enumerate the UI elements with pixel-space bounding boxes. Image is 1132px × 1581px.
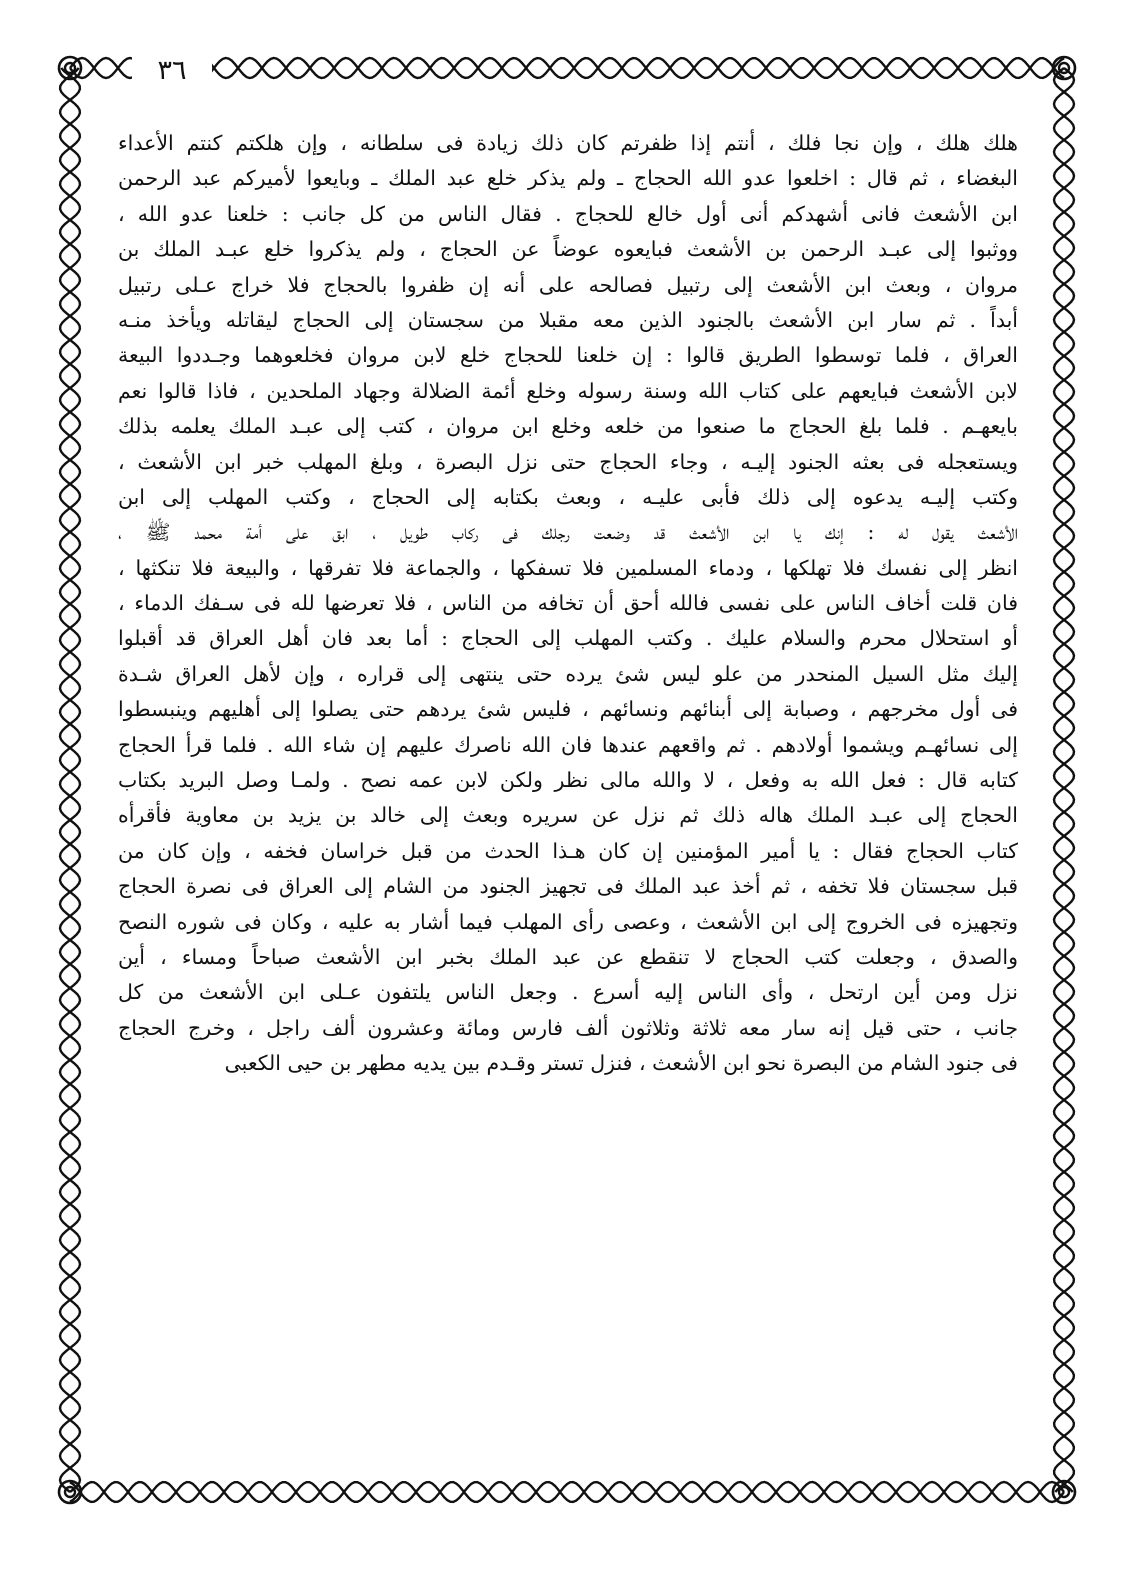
text-line: ويستعجله فى بعثه الجنود إليـه ، وجاء الحجاج حتى نزل البصرة ، وبلغ المهلب خبر ابن الأشعث ،	[118, 449, 1018, 474]
text-line: ابن الأشعث فانى أشهدكم أنى أول خالع للحجاج . فقال الناس من كل جانب : خلعنا عدو الله ،	[118, 201, 1018, 226]
text-line: جانب ، حتى قيل إنه سار معه ثلاثة وثلاثون ألف فارس ومائة وعشرون ألف راجل ، وخرج الحجاج	[118, 1015, 1018, 1040]
text-line: فى أول مخرجهم ، وصبابة إلى أبنائهم ونسائهم ، فليس شئ يردهم حتى يصلوا إلى أهليهم وينبسطوا	[118, 697, 1018, 722]
text-line: العراق ، فلما توسطوا الطريق قالوا : إن خلعنا للحجاج خلع لابن مروان فخلعوهما وجـددوا البيعة	[118, 343, 1018, 368]
text-line: والصدق ، وجعلت كتب الحجاج لا تنقطع عن عبد الملك بخبر ابن الأشعث صباحاً ومساء ، أين	[118, 944, 1018, 969]
text-line: بايعهـم . فلما بلغ الحجاج ما صنعوا من خلعه وخلع ابن مروان ، كتب إلى عبـد الملك يعلمه بذلك	[118, 414, 1018, 439]
text-line: أو استحلال محرم والسلام عليك . وكتب المهلب إلى الحجاج : أما بعد فان أهل العراق قد أقبلوا	[118, 626, 1018, 651]
text-line: إلى نسائهـم ويشموا أولادهم . ثم واقعهم عندها فان الله ناصرك عليهم إن شاء الله . فلما قرأ الحجاج	[118, 732, 1018, 757]
page-text-body	[118, 126, 1018, 1436]
text-line: انظر إلى نفسك فلا تهلكها ، ودماء المسلمين فلا تسفكها ، والجماعة فلا تفرقها ، والبيعة فلا تنكثها ،	[118, 555, 1018, 580]
text-line: البغضاء ، ثم قال : اخلعوا عدو الله الحجاج ـ ولم يذكر خلع عبد الملك ـ وبايعوا لأميركم عبد الرحمن	[118, 166, 1018, 191]
text-line: لابن الأشعث فبايعهم على كتاب الله وسنة رسوله وخلع أئمة الضلالة وجهاد الملحدين ، فاذا قالوا نعم	[118, 378, 1018, 403]
text-line: هلك هلك ، وإن نجا فلك ، أنتم إذا ظفرتم كان ذلك زيادة فى سلطانه ، وإن هلكتم كنتم الأعداء	[118, 131, 1018, 155]
border-strand	[60, 68, 80, 1492]
text-line: أبداً . ثم سار ابن الأشعث بالجنود الذين معه مقبلا من سجستان إلى الحجاج ليقاتله ويأخذ منـه	[118, 307, 1018, 332]
border-strand	[1054, 68, 1074, 1492]
text-line: ووثبوا إلى عبـد الرحمن بن الأشعث فبايعوه عوضاً عن الحجاج ، ولم يذكروا خلع عبـد الملك بن	[118, 237, 1018, 262]
text-line: كتابه قال : فعل الله به وفعل ، لا والله مالى نظر ولكن لابن عمه نصح . ولمـا وصل البريد بكتاب	[118, 768, 1018, 793]
text-line: مروان ، وبعث ابن الأشعث إلى رتبيل فصالحه على أنه إن ظفروا بالحجاج فلا خراج عـلى رتبيل	[118, 272, 1018, 297]
text-line: وكتب إليـه يدعوه إلى ذلك فأبى عليـه ، وبعث بكتابه إلى الحجاج ، وكتب المهلب إلى ابن	[118, 484, 1018, 509]
text-line: قبل سجستان فلا تخفه ، ثم أخذ عبد الملك فى تجهيز الجنود من الشام إلى العراق فى نصرة الحجاج	[118, 874, 1018, 899]
text-line: فى جنود الشام من البصرة نحو ابن الأشعث ، فنزل تستر وقـدم بين يديه مطهر بن حيى الكعبى	[224, 1051, 1018, 1076]
page-frame	[52, 50, 1082, 1510]
text-line: إليك مثل السيل المنحدر من علو ليس شئ يرده حتى ينتهى إلى قراره ، وإن لأهل العراق شـدة	[118, 661, 1018, 686]
text-line: الأشعث يقول له : إنك يا ابن الأشعث قد وضعت رجلك فى ركاب طويل ، ابق على أمة محمد ﷺ ،	[118, 520, 1018, 545]
text-line: فان قلت أخاف الناس على نفسى فالله أحق أن تخافه من الناس ، فلا تعرضها لله فى سـفك الدماء ،	[118, 591, 1018, 616]
page-number: ٣٦	[132, 54, 212, 88]
text-line: وتجهيزه فى الخروج إلى ابن الأشعث ، وعصى رأى المهلب فيما أشار به عليه ، وكان فى شوره النصح	[118, 909, 1018, 934]
text-line: كتاب الحجاج فقال : يا أمير المؤمنين إن كان هـذا الحدث من قبل خراسان فخفه ، وإن كان من	[118, 838, 1018, 863]
text-line: نزل ومن أين ارتحل ، وأى الناس إليه أسرع . وجعل الناس يلتفون عـلى ابن الأشعث من كل	[118, 980, 1018, 1005]
text-line: الحجاج إلى عبـد الملك هاله ذلك ثم نزل عن سريره وبعث إلى خالد بن يزيد بن معاوية فأقرأه	[118, 803, 1018, 828]
border-strand	[60, 68, 80, 1492]
border-strand	[1054, 68, 1074, 1492]
